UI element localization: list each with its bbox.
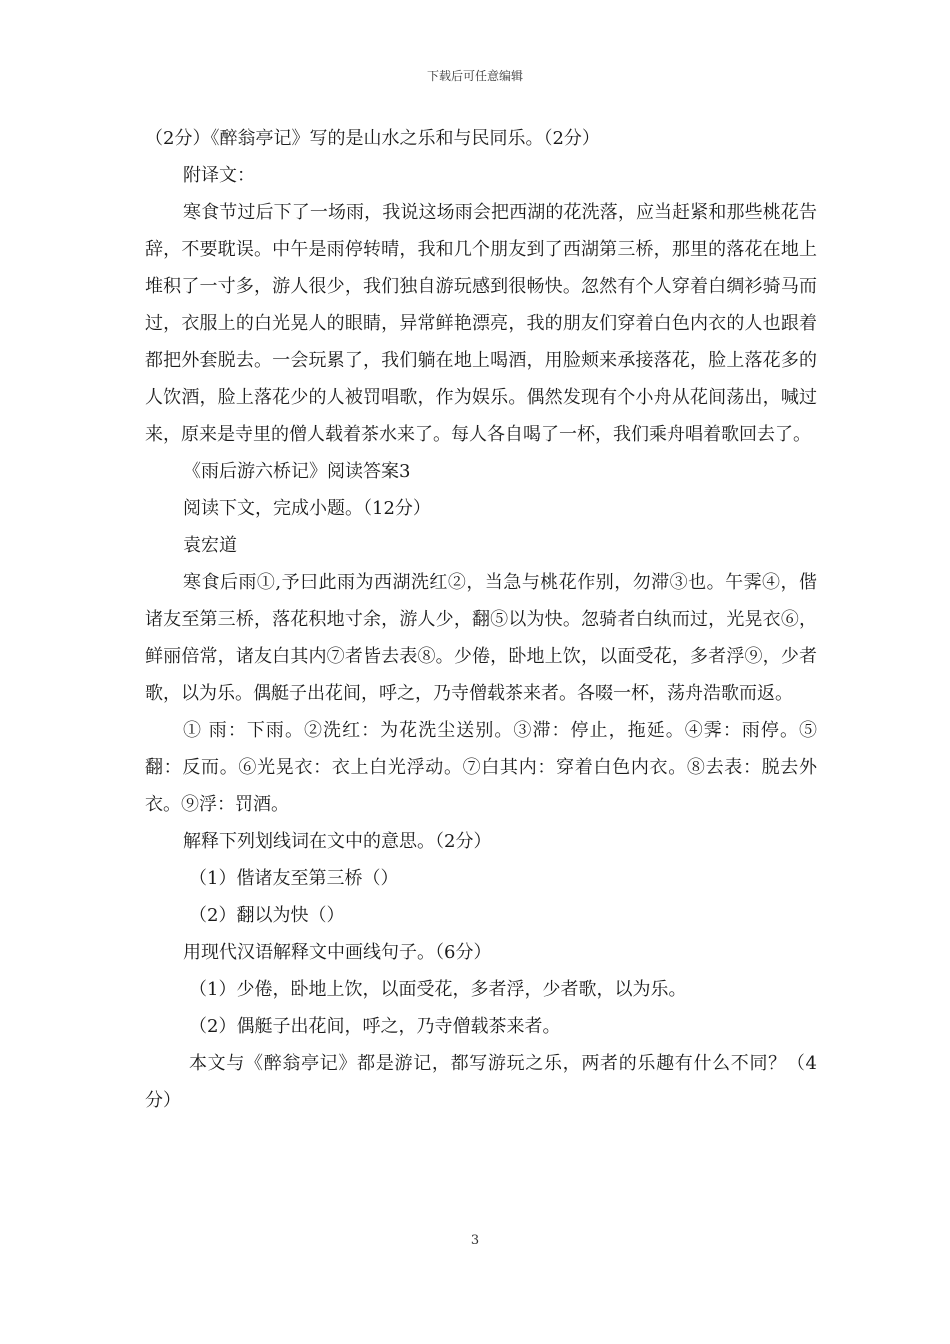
translation-heading: 附译文： (183, 165, 255, 186)
question-2-item-2: （2）偶艇子出花间，呼之，乃寺僧载茶来者。 (189, 1016, 561, 1037)
question-1-item-1: （1）偕诸友至第三桥（） (189, 868, 399, 889)
page-number: 3 (470, 1233, 480, 1248)
question-1-prompt: 解释下列划线词在文中的意思。（2分） (183, 831, 492, 852)
page-header: 下载后可任意编辑 (426, 69, 523, 83)
annotations-paragraph: ① 雨：下雨。②洗红：为花洗尘送别。③滞：停止，拖延。④霁：雨停。⑤翻：反而。⑥光晃衣：衣上白光浮动。⑦白其内：穿着白色内衣。⑧去表：脱去外衣。⑨浮：罚酒。 (145, 720, 817, 815)
question-3-prompt: 本文与《醉翁亭记》都是游记，都写游玩之乐，两者的乐趣有什么不同？（4分） (145, 1053, 817, 1111)
classical-text-paragraph: 寒食后雨①,予曰此雨为西湖洗红②，当急与桃花作别，勿滞③也。午霁④，偕诸友至第三桥，落花积地寸余，游人少，翻⑤以为快。忽骑者白纨而过，光晃衣⑥，鲜丽倍常，诸友白其内⑦者皆去表⑧。少倦，卧地上饮，以面受花，多者浮⑨，少者歌，以为乐。偶艇子出花间，呼之，乃寺僧载茶来者。各啜一杯，荡舟浩歌而返。 (145, 572, 817, 704)
translation-paragraph: 寒食节过后下了一场雨，我说这场雨会把西湖的花洗落，应当赶紧和那些桃花告辞，不要耽误。中午是雨停转晴，我和几个朋友到了西湖第三桥，那里的落花在地上堆积了一寸多，游人很少，我们独自游玩感到很畅快。忽然有个人穿着白绸衫骑马而过，衣服上的白光晃人的眼睛，异常鲜艳漂亮，我的朋友们穿着白色内衣的人也跟着都把外套脱去。一会玩累了，我们躺在地上喝酒，用脸颊来承接落花，脸上落花多的人饮酒，脸上落花少的人被罚唱歌，作为娱乐。偶然发现有个小舟从花间荡出，喊过来，原来是寺里的僧人载着茶水来了。每人各自喝了一杯，我们乘舟唱着歌回去了。 (145, 202, 817, 445)
answer-line: （2分）《醉翁亭记》写的是山水之乐和与民同乐。（2分） (145, 128, 600, 149)
question-1-item-2: （2）翻以为快（） (189, 905, 345, 926)
question-2-item-1: （1）少倦，卧地上饮，以面受花，多者浮，少者歌，以为乐。 (189, 979, 687, 1000)
document-body (145, 120, 817, 1119)
instruction-line: 阅读下文，完成小题。（12分） (183, 498, 431, 519)
author-name: 袁宏道 (183, 535, 237, 556)
section-title: 《雨后游六桥记》阅读答案3 (183, 461, 411, 482)
question-2-prompt: 用现代汉语解释文中画线句子。（6分） (183, 942, 492, 963)
